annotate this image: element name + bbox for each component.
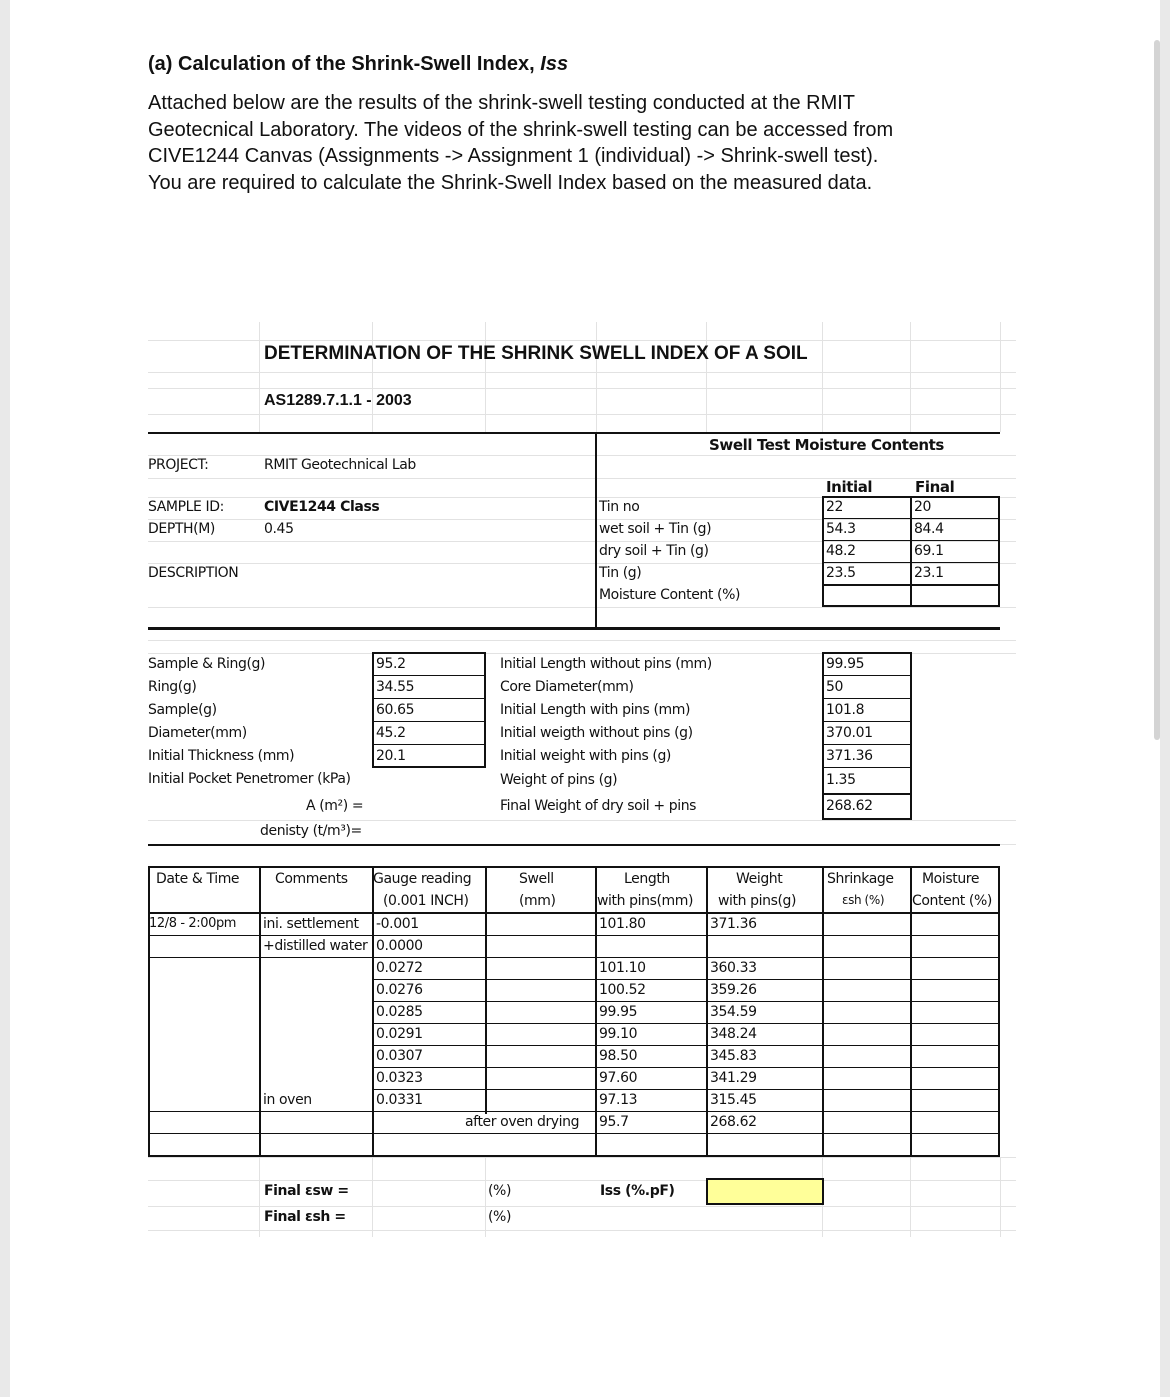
header-length-2: with pins(mm) <box>597 893 694 909</box>
sheet-title: DETERMINATION OF THE SHRINK SWELL INDEX OF A SOIL <box>264 343 808 364</box>
after-oven-weight: 268.62 <box>710 1114 757 1130</box>
core-row-label: Core Diameter(mm) <box>500 679 634 695</box>
sample-row-value: 60.65 <box>376 702 415 718</box>
row-length: 101.80 <box>599 916 646 932</box>
row-gauge: 0.0285 <box>376 1004 423 1020</box>
header-moisture-2: Content (%) <box>912 893 992 909</box>
final-esh-label: Final εsh = <box>264 1209 346 1225</box>
sample-id-label: SAMPLE ID: <box>148 499 224 515</box>
row-weight: 348.24 <box>710 1026 757 1042</box>
header-gauge-2: (0.001 INCH) <box>383 893 469 909</box>
final-unit: (%) <box>488 1183 512 1199</box>
area-label: A (m²) = <box>306 798 364 814</box>
row-weight: 345.83 <box>710 1048 757 1064</box>
sample-row-label: Sample & Ring(g) <box>148 656 266 672</box>
row-gauge: 0.0307 <box>376 1048 423 1064</box>
project-label: PROJECT: <box>148 457 209 473</box>
header-gauge-1: Gauge reading <box>373 871 472 887</box>
question-heading-text: (a) Calculation of the Shrink-Swell Index, <box>148 53 541 75</box>
header-weight-2: with pins(g) <box>718 893 797 909</box>
moisture-row-label: Tin (g) <box>599 565 642 581</box>
col-initial: Initial <box>826 478 873 496</box>
density-label: denisty (t/m³)= <box>260 823 362 839</box>
iss-result-cell[interactable] <box>706 1178 824 1205</box>
row-date: 12/8 - 2:00pm <box>149 916 237 931</box>
moisture-initial-value: 22 <box>826 499 844 515</box>
intro-line: Geotecnical Laboratory. The videos of the shrink-swell testing can be accessed from <box>148 118 894 141</box>
row-comment: +distilled water <box>263 938 368 954</box>
core-row-label: Weight of pins (g) <box>500 772 618 788</box>
header-shrinkage-1: Shrinkage <box>827 871 894 887</box>
core-row-label: Initial Length without pins (mm) <box>500 656 712 672</box>
after-oven-length: 95.7 <box>599 1114 629 1130</box>
header-comments: Comments <box>275 871 348 887</box>
moisture-initial-value: 48.2 <box>826 543 856 559</box>
core-row-value: 370.01 <box>826 725 873 741</box>
scrollbar-thumb[interactable] <box>1154 40 1160 740</box>
row-weight: 315.45 <box>710 1092 757 1108</box>
divider <box>148 844 1000 846</box>
header-swell-1: Swell <box>519 871 554 887</box>
moisture-row-label: Moisture Content (%) <box>599 587 741 603</box>
sample-row-value: 20.1 <box>376 748 406 764</box>
document-page <box>10 0 1152 1397</box>
moisture-final-value: 23.1 <box>914 565 944 581</box>
intro-paragraph <box>148 90 1038 196</box>
row-gauge: 0.0331 <box>376 1092 423 1108</box>
sample-row-label: Diameter(mm) <box>148 725 247 741</box>
intro-line: You are required to calculate the Shrink-Swell Index based on the measured data. <box>148 171 873 194</box>
depth-value: 0.45 <box>264 521 294 537</box>
header-date: Date & Time <box>156 871 240 887</box>
core-row-value: 371.36 <box>826 748 873 764</box>
after-oven-label: after oven drying <box>465 1114 580 1130</box>
row-length: 99.10 <box>599 1026 638 1042</box>
question-heading <box>148 53 568 76</box>
row-length: 101.10 <box>599 960 646 976</box>
row-gauge: 0.0291 <box>376 1026 423 1042</box>
moisture-final-value: 69.1 <box>914 543 944 559</box>
pocket-penetrometer-label: Initial Pocket Penetromer (kPa) <box>148 771 351 787</box>
sample-id-value: CIVE1244 Class <box>264 499 380 515</box>
core-row-value: 1.35 <box>826 772 856 788</box>
row-weight: 354.59 <box>710 1004 757 1020</box>
header-shrinkage-2: εsh (%) <box>842 893 885 907</box>
moisture-initial-value: 23.5 <box>826 565 856 581</box>
col-final: Final <box>915 478 955 496</box>
row-length: 97.60 <box>599 1070 638 1086</box>
sample-row-label: Sample(g) <box>148 702 217 718</box>
core-row-label: Final Weight of dry soil + pins <box>500 798 697 814</box>
divider <box>148 627 1000 630</box>
header-swell-2: (mm) <box>519 893 556 909</box>
divider <box>148 432 1000 434</box>
row-comment: in oven <box>263 1092 312 1108</box>
moisture-initial-value: 54.3 <box>826 521 856 537</box>
row-length: 100.52 <box>599 982 646 998</box>
row-weight: 341.29 <box>710 1070 757 1086</box>
row-gauge: -0.001 <box>376 916 419 932</box>
row-gauge: 0.0276 <box>376 982 423 998</box>
row-length: 98.50 <box>599 1048 638 1064</box>
row-length: 99.95 <box>599 1004 638 1020</box>
sample-row-value: 45.2 <box>376 725 406 741</box>
header-moisture-1: Moisture <box>922 871 980 887</box>
moisture-row-label: dry soil + Tin (g) <box>599 543 709 559</box>
core-row-label: Initial Length with pins (mm) <box>500 702 691 718</box>
core-row-value: 99.95 <box>826 656 865 672</box>
row-gauge: 0.0323 <box>376 1070 423 1086</box>
divider <box>595 432 597 628</box>
row-gauge: 0.0000 <box>376 938 423 954</box>
final-unit: (%) <box>488 1209 512 1225</box>
sample-row-label: Ring(g) <box>148 679 197 695</box>
moisture-title: Swell Test Moisture Contents <box>709 436 944 454</box>
core-row-value: 268.62 <box>826 798 873 814</box>
moisture-row-label: Tin no <box>599 499 640 515</box>
core-row-label: Initial weigth without pins (g) <box>500 725 693 741</box>
iss-symbol: Iss <box>540 53 569 75</box>
iss-label: Iss (%.pF) <box>600 1183 675 1199</box>
sample-row-value: 95.2 <box>376 656 406 672</box>
moisture-final-value: 84.4 <box>914 521 944 537</box>
row-weight: 360.33 <box>710 960 757 976</box>
row-gauge: 0.0272 <box>376 960 423 976</box>
core-row-label: Initial weight with pins (g) <box>500 748 671 764</box>
depth-label: DEPTH(M) <box>148 521 215 537</box>
row-weight: 359.26 <box>710 982 757 998</box>
sample-row-value: 34.55 <box>376 679 415 695</box>
row-length: 97.13 <box>599 1092 638 1108</box>
final-esw-label: Final εsw = <box>264 1183 349 1199</box>
core-row-value: 50 <box>826 679 844 695</box>
header-length-1: Length <box>624 871 670 887</box>
moisture-row-label: wet soil + Tin (g) <box>599 521 712 537</box>
standard-code: AS1289.7.1.1 - 2003 <box>264 392 412 409</box>
row-comment: ini. settlement <box>263 916 359 932</box>
project-value: RMIT Geotechnical Lab <box>264 457 416 473</box>
sample-row-label: Initial Thickness (mm) <box>148 748 295 764</box>
header-weight-1: Weight <box>736 871 783 887</box>
description-label: DESCRIPTION <box>148 565 239 581</box>
row-weight: 371.36 <box>710 916 757 932</box>
intro-line: CIVE1244 Canvas (Assignments -> Assignment 1 (individual) -> Shrink-swell test). <box>148 145 879 167</box>
moisture-final-value: 20 <box>914 499 932 515</box>
intro-line: Attached below are the results of the shrink-swell testing conducted at the RMIT <box>148 92 856 114</box>
core-row-value: 101.8 <box>826 702 865 718</box>
